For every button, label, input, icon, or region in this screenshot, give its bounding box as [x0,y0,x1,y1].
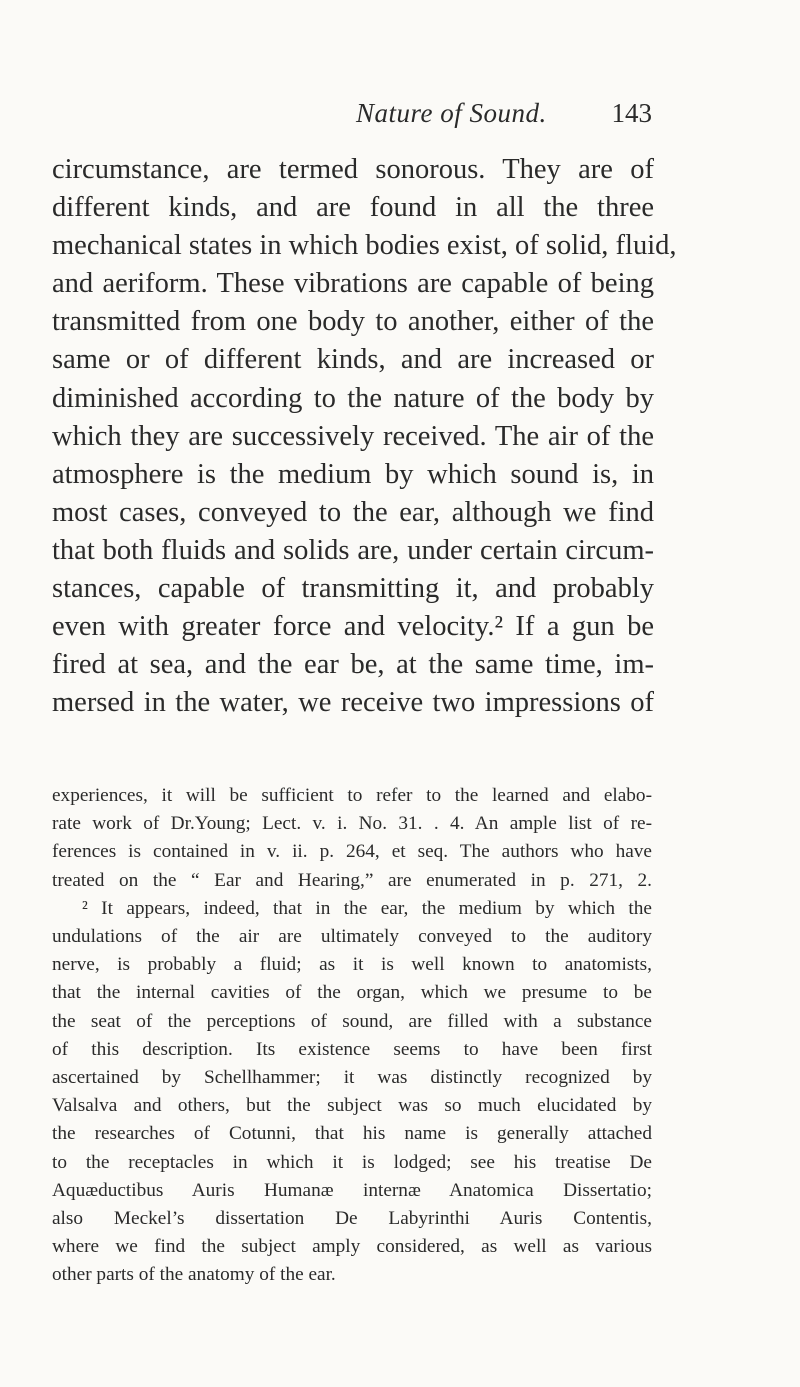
footnote-line: that the internal cavities of the organ, which we presume to be [52,982,652,1004]
footnote-line: experiences, it will be sufficient to refer to the learned and elabo- [52,785,652,806]
text-line: atmosphere is the medium by which sound is, in [52,458,654,490]
footnote-line: to the receptacles in which it is lodged; see his treatise De [52,1151,652,1173]
text-line: same or of different kinds, and are increased or [52,344,654,376]
text-line: and aeriform. These vibrations are capable of being [52,268,654,300]
main-text [52,151,677,722]
footnote-line: undulations of the air are ultimately conveyed to the auditory [52,926,652,948]
text-line: mersed in the water, we receive two impressions of [52,687,654,719]
footnote-line: where we find the subject amply considered, as well as various [52,1236,652,1258]
text-line: mechanical states in which bodies exist, of solid, fluid, [52,230,677,262]
footnotes [52,782,652,1290]
footnote-line: ferences is contained in v. ii. p. 264, et seq. The authors who have [52,841,652,863]
footnote-line: the seat of the perceptions of sound, are filled with a substance [52,1010,652,1032]
text-line: stances, capable of transmitting it, and probably [52,573,654,605]
text-line: that both fluids and solids are, under certain circum- [52,534,654,566]
text-line: even with greater force and velocity.² If a gun be [52,611,654,643]
footnote-line: also Meckel’s dissertation De Labyrinthi Auris Contentis, [52,1208,652,1230]
text-line: diminished according to the nature of the body by [52,382,654,414]
page-header [0,98,800,138]
text-line: transmitted from one body to another, either of the [52,306,654,338]
footnote-line: Valsalva and others, but the subject was so much elucidated by [52,1095,652,1117]
text-line: different kinds, and are found in all the three [52,192,654,224]
page-number: 143 [611,98,652,128]
footnote-line: ² It appears, indeed, that in the ear, the medium by which the [82,897,652,919]
footnote-line: the researches of Cotunni, that his name is generally attached [52,1123,652,1145]
footnote-line: Aquæductibus Auris Humanæ internæ Anatomica Dissertatio; [52,1179,652,1201]
text-line: most cases, conveyed to the ear, although we find [52,496,654,528]
footnote-line: nerve, is probably a fluid; as it is well known to anatomists, [52,954,652,976]
footnote-line: other parts of the anatomy of the ear. [52,1264,336,1286]
footnote-line: of this description. Its existence seems to have been first [52,1038,652,1060]
text-line: fired at sea, and the ear be, at the same time, im- [52,649,654,681]
running-head: Nature of Sound. [356,98,547,128]
footnote-line: rate work of Dr.Young; Lect. v. i. No. 31. . 4. An ample list of re- [52,813,652,835]
text-line: which they are successively received. The air of the [52,420,654,452]
footnote-line: ascertained by Schellhammer; it was distinctly recognized by [52,1067,652,1089]
footnote-line: treated on the “ Ear and Hearing,” are enumerated in p. 271, 2. [52,869,652,891]
text-line: circumstance, are termed sonorous. They are of [52,154,654,185]
